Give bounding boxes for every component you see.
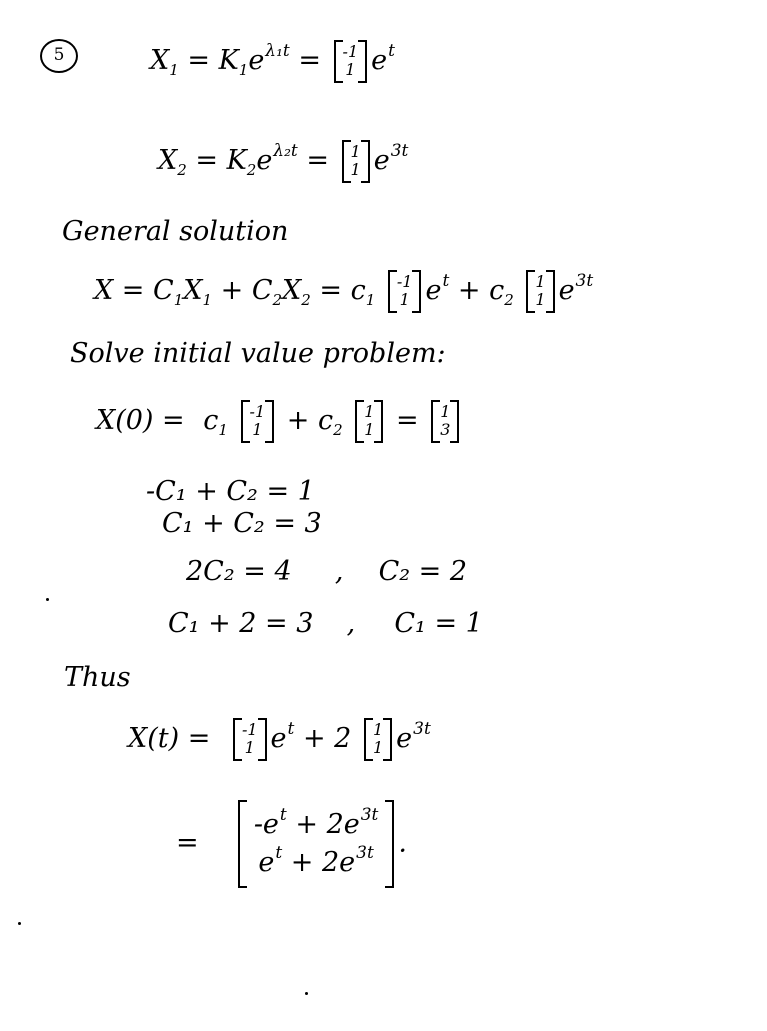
eigen-solution-2 — [158, 140, 408, 183]
exp-t: t — [275, 842, 283, 863]
matrix-entry: 1 — [440, 402, 451, 421]
matrix-entry: 1 — [372, 720, 384, 739]
matrix-entry: 1 — [535, 272, 546, 291]
general-solution-equation — [94, 270, 593, 313]
x2-symbol: X — [282, 274, 302, 306]
subscript: 2 — [333, 420, 343, 439]
matrix-entry: 1 — [364, 420, 375, 440]
solve-c2-line — [186, 558, 467, 585]
solve-c1-line — [168, 610, 483, 637]
general-vector-2 — [526, 270, 554, 313]
x1-symbol: X — [183, 274, 203, 306]
exp-base: e — [256, 144, 273, 176]
plus-c2: + C — [220, 274, 273, 306]
equals-sign: = — [395, 404, 419, 436]
eigenvector-2 — [342, 140, 370, 183]
comma: , — [346, 608, 356, 639]
particular-solution-equation — [128, 718, 431, 761]
scan-speck — [18, 922, 21, 925]
c1-symbol: c — [203, 404, 219, 436]
c1-value: C₁ = 1 — [394, 608, 483, 639]
x2-subscript: 2 — [177, 160, 187, 179]
subscript: 1 — [173, 290, 184, 309]
final-solution-vector — [238, 800, 395, 888]
exp-lambda1t: λ₁t — [265, 40, 290, 61]
exp-base: e — [248, 44, 265, 76]
exp-3t: 3t — [575, 270, 594, 291]
matrix-entry: 1 — [535, 290, 546, 310]
row1-term: -e — [253, 809, 279, 840]
subscript: 2 — [301, 290, 311, 309]
equals-sign: = — [306, 144, 329, 176]
final-vector-row-1 — [254, 806, 379, 844]
matrix-entry: 1 — [372, 738, 384, 758]
row1-plus-term: + 2e — [295, 809, 360, 840]
ivp-vector-2 — [355, 400, 383, 443]
exp-base: e — [396, 722, 413, 754]
x0-equals: X(0) = — [96, 404, 185, 436]
matrix-entry: 3 — [440, 420, 451, 440]
exp-base: e — [371, 44, 388, 76]
exp-base: e — [558, 274, 575, 306]
heading-general-solution: General solution — [62, 216, 289, 247]
k1-symbol: = K — [187, 44, 239, 76]
final-solution-vector-line — [176, 800, 407, 888]
x1-subscript: 1 — [169, 60, 179, 79]
eigen-solution-1 — [150, 40, 395, 83]
equals-sign: = — [176, 827, 199, 859]
matrix-entry: -1 — [342, 42, 359, 61]
matrix-entry: 1 — [350, 160, 361, 180]
system-equation-1: -C₁ + C₂ = 1 — [146, 476, 315, 507]
exp-3t: 3t — [360, 805, 379, 825]
plus-c2: + c — [286, 404, 334, 436]
exp-t: t — [279, 805, 287, 825]
exp-t: t — [388, 40, 395, 61]
scan-speck — [305, 992, 308, 995]
system-equation-2: C₁ + C₂ = 3 — [162, 508, 322, 539]
matrix-entry: 1 — [399, 290, 410, 310]
equals-sign: = — [298, 44, 321, 76]
solution-vector-1 — [233, 718, 267, 761]
matrix-entry: -1 — [396, 272, 413, 291]
eigenvector-1 — [334, 40, 368, 83]
comma: , — [334, 556, 344, 587]
scan-speck — [46, 598, 49, 601]
k2-subscript: 2 — [246, 160, 257, 179]
matrix-entry: 1 — [364, 402, 375, 421]
exp-base: e — [425, 274, 442, 306]
x2-symbol: X — [158, 144, 178, 176]
ivp-initial-vector — [431, 400, 459, 443]
exp-3t: 3t — [390, 140, 409, 161]
problem-number — [40, 38, 78, 73]
c2-value: C₂ = 2 — [378, 556, 468, 587]
heading-initial-value-problem: Solve initial value problem: — [70, 338, 446, 369]
final-period: . — [398, 827, 407, 859]
row2-plus-term: + 2e — [290, 846, 356, 878]
matrix-entry: 1 — [350, 142, 361, 161]
plus-c2: + c — [457, 274, 505, 306]
exp-base: e — [270, 722, 287, 754]
k2-symbol: = K — [195, 144, 247, 176]
exp-t: t — [287, 718, 295, 739]
substitution-equation: C₁ + 2 = 3 — [168, 608, 314, 639]
k1-subscript: 1 — [238, 60, 249, 79]
ivp-vector-1 — [241, 400, 275, 443]
initial-condition-equation — [96, 400, 463, 443]
x1-symbol: X — [150, 44, 170, 76]
subscript: 1 — [202, 290, 213, 309]
final-vector-row-2 — [258, 844, 373, 882]
equals-c1: = c — [319, 274, 366, 306]
subscript: 1 — [365, 290, 376, 309]
plus-2: + 2 — [302, 722, 352, 754]
matrix-entry: -1 — [241, 720, 258, 739]
problem-number-circle: 5 — [40, 39, 78, 73]
sum-equation: 2C₂ = 4 — [186, 556, 292, 587]
heading-thus: Thus — [64, 662, 131, 693]
exp-base: e — [373, 144, 390, 176]
subscript: 2 — [272, 290, 283, 309]
matrix-entry: 1 — [345, 60, 356, 80]
general-vector-1 — [388, 270, 422, 313]
x-equals: X = — [94, 274, 145, 306]
solution-vector-2 — [364, 718, 392, 761]
exp-3t: 3t — [356, 842, 374, 863]
row2-term: e — [258, 846, 275, 878]
matrix-entry: 1 — [244, 738, 255, 758]
xt-equals: X(t) = — [128, 722, 211, 754]
subscript: 2 — [504, 290, 514, 309]
c1-symbol: C — [153, 274, 174, 306]
exp-lambda2t: λ₂t — [273, 140, 298, 161]
subscript: 1 — [218, 420, 228, 439]
matrix-entry: 1 — [252, 420, 263, 440]
exp-3t: 3t — [413, 718, 431, 739]
matrix-entry: -1 — [249, 402, 266, 421]
exp-t: t — [442, 270, 450, 291]
